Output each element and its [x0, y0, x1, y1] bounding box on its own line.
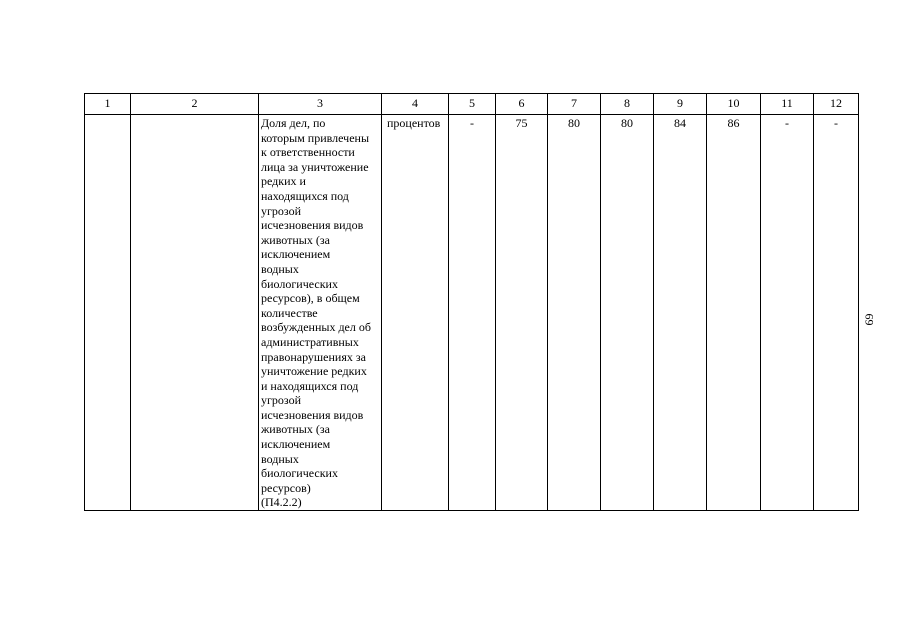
value-cell-col-6: 75: [496, 115, 548, 511]
header-row: [85, 94, 859, 115]
description-line: и находящихся под: [261, 378, 359, 393]
column-header-8: 8: [601, 94, 654, 115]
description-line: водных: [261, 451, 299, 466]
description-line: исключением: [261, 437, 331, 452]
indicator-description-cell: [259, 115, 382, 511]
description-line: возбужденных дел об: [261, 320, 371, 335]
column-header-12: 12: [814, 94, 859, 115]
description-line: животных (за: [261, 232, 330, 247]
column-header-4: 4: [382, 94, 449, 115]
description-line: животных (за: [261, 422, 330, 437]
description-line: биологических: [261, 466, 338, 481]
description-line: ресурсов): [261, 480, 311, 495]
description-line: исчезновения видов: [261, 218, 364, 233]
description-line: (П4.2.2): [261, 495, 302, 510]
column-header-5: 5: [449, 94, 496, 115]
description-line: находящихся под: [261, 188, 349, 203]
description-line: биологических: [261, 276, 338, 291]
description-line: к ответственности: [261, 145, 355, 160]
description-line: угрозой: [261, 203, 302, 218]
column-header-9: 9: [654, 94, 707, 115]
description-line: которым привлечены: [261, 130, 370, 145]
value-cell-col-8: 80: [601, 115, 654, 511]
column-header-1: 1: [85, 94, 131, 115]
column-header-2: 2: [131, 94, 259, 115]
unit-cell: процентов: [382, 115, 449, 511]
description-line: уничтожение редких: [261, 364, 367, 379]
column-header-10: 10: [707, 94, 761, 115]
description-line: водных: [261, 261, 299, 276]
value-cell-col-10: 86: [707, 115, 761, 511]
description-line: административных: [261, 334, 359, 349]
description-line: редких и: [261, 174, 306, 189]
description-line: исключением: [261, 247, 331, 262]
description-line: правонарушениях за: [261, 349, 366, 364]
indicator-table: [84, 93, 859, 511]
description-line: лица за уничтожение: [261, 159, 369, 174]
value-cell-col-7: 80: [548, 115, 601, 511]
description-line: ресурсов), в общем: [261, 291, 360, 306]
column-header-3: 3: [259, 94, 382, 115]
cell-col-1: [85, 115, 131, 511]
value-cell-col-5: -: [449, 115, 496, 511]
column-header-6: 6: [496, 94, 548, 115]
value-cell-col-12: -: [814, 115, 859, 511]
description-line: Доля дел, по: [261, 116, 326, 130]
column-header-11: 11: [761, 94, 814, 115]
cell-col-2: [131, 115, 259, 511]
table-row: [85, 115, 859, 511]
page-number: 69: [862, 313, 877, 326]
value-cell-col-11: -: [761, 115, 814, 511]
description-line: количестве: [261, 305, 318, 320]
column-header-7: 7: [548, 94, 601, 115]
description-line: угрозой: [261, 393, 302, 408]
description-line: исчезновения видов: [261, 407, 364, 422]
value-cell-col-9: 84: [654, 115, 707, 511]
